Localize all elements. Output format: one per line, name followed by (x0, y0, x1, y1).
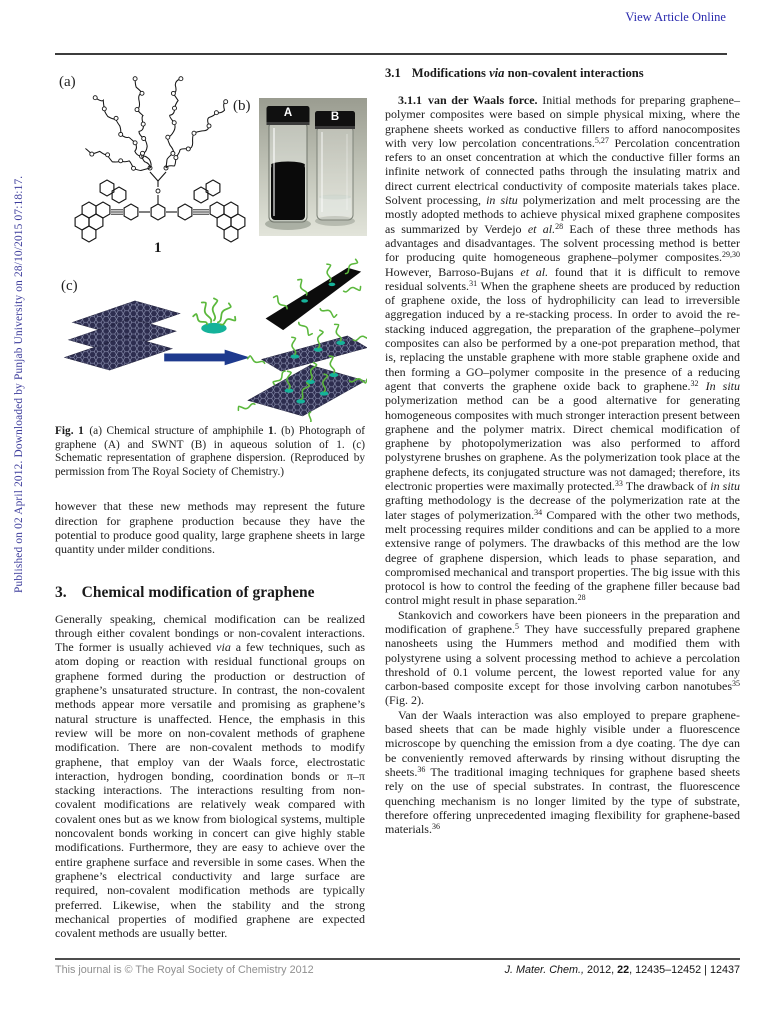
page-content (55, 64, 740, 940)
footer-citation: J. Mater. Chem., 2012, 22, 12435–12452 | 12437 (504, 964, 740, 976)
subsection-title: Modifications via non-covalent interactions (411, 66, 644, 80)
graphene-dispersion-schematic (55, 258, 367, 422)
right-column (385, 64, 740, 940)
compound-1-label: 1 (154, 240, 162, 256)
footer (55, 964, 740, 976)
amphiphile-structure-drawing (55, 64, 265, 264)
figure-panel-b-label: (b) (233, 98, 251, 114)
vial-b-label: B (330, 111, 340, 123)
figure-1 (55, 64, 365, 479)
continuation-paragraph: however that these new methods may represent the future direction for graphene production because they have the potential to produce good quality, large graphene sheets in large quantity under milder conditions. (55, 499, 365, 557)
footer-copyright: This journal is © The Royal Society of Chemistry 2012 (55, 964, 314, 976)
body-paragraph-2: Stankovich and coworkers have been pioneers in the preparation and modification of graphene.$^5$ They have successfully prepared graphene nanosheets using the Hummers method and modified them with polystyrene using a solvent processing method to achieve a percolation threshold of 0.1 volume percent, the lowest reported value for any carbon-based composite except for those involving carbon nanotubes$^{35}$ (Fig. 2). (385, 607, 740, 708)
section-3-body-paragraph: Generally speaking, chemical modification can be realized through either covalent bondings or non-covalent interactions. The former is usually achieved via a few techniques, such as atom doping or reaction with residual functional groups on graphene formed during the production or destruction of graphene’s unsaturated structure. In contrast, the non-covalent methods appear more versatile and promising as graphene’s natural structure is unaffected. Hence, the emphasis in this review will be more on non-covalent methods of graphene modification. There are non-covalent methods to modify graphene, that employ van der Waals force, electrostatic interaction, hydrogen bonding, coordination bonds or π–π stacking interactions. The interactions resulting from non-covalent modifications are relatively weak compared with covalent ones but as we know from biological systems, multiple noncovalent bonds working in concert can give highly stable modifications. Furthermore, they are easy to achieve over the entire graphene surface and reversible in some cases. When the graphene’s electrical conductivity and large surface are required, non-covalent modification methods are typically preferred. Likewise, when the stability and the strong mechanical properties of modified graphene are expected covalent methods are usually better. (55, 611, 365, 941)
section-3-heading (55, 583, 365, 602)
figure-panel-a-label: (a) (59, 74, 76, 90)
figure-1-canvas (55, 64, 365, 422)
publication-provenance-text: Published on 02 April 2012. Downloaded by Punjab University on 28/10/2015 07:18:17. (13, 175, 25, 593)
footer-rule (55, 958, 740, 960)
body-paragraph-3: Van der Waals interaction was also employed to prepare graphene-based sheets that can be made highly visible under a fluorescence microscope by quenching the emission from a dye coating. The dye can be conveniently removed afterwards by rinsing without disrupting the sheets.$^{36}$ The traditional imaging techniques for graphene based sheets rely on the use of special substrates. In contrast, the fluorescence quenching mechanism is no longer limited by the type of substrate, therefore offering unprecedented imaging flexibility for graphene-based materials.$^{36}$ (385, 707, 740, 837)
vials-photograph (259, 98, 367, 236)
figure-panel-c-label: (c) (61, 278, 78, 294)
section-number: 3. (55, 583, 67, 601)
subsection-number: 3.1 (385, 66, 401, 80)
vial-a-label: A (283, 107, 293, 119)
section-title: Chemical modification of graphene (81, 583, 315, 601)
top-rule (55, 53, 727, 55)
left-column (55, 64, 365, 940)
subsection-3-1-heading (385, 66, 740, 81)
figure-1-caption: Fig. 1 (a) Chemical structure of amphiphile 1. (b) Photograph of graphene (A) and SWNT (B) in aqueous solution of 1. (c) Schematic representation of graphene dispersion. (Reproduced by permission from The Royal Society of Chemistry.) (55, 425, 365, 478)
view-article-online-link[interactable]: View Article Online (625, 10, 726, 24)
body-paragraph-1: 3.1.1 van der Waals force. Initial methods for preparing graphene–polymer composites were based on simple physical mixing, where the graphene sheets worked as conductive fillers to afford nanocomposites with very low percolation concentrations.$^{5,27}$ Percolation concentration refers to an onset concentration at which the conductive filler forms an infinite network of connected paths through the insulating matrix and direct current electrical conductivity of composite materials takes place. Solvent processing, in situ polymerization and melt processing are the mostly adopted methods to achieve physical mixed graphene composites as summarized by Verdejo et al.$^{28}$ Each of these three methods has advantages and disadvantages. The solvent processing method is better for producing quite homogeneous graphene–polymer composites.$^{29,30}$ However, Barroso-Bujans et al. found that it is difficult to remove residual solvents.$^{31}$ When the graphene sheets are produced by reduction of graphene oxide, the loss of hydrophilicity can lead to irreversible aggregation induced by a re-stacking process. In order to avoid the re-stacking induced aggregation, the preparation of the graphene–polymer composites can also be performed by a one-pot preparation method, that is, replacing the unstable graphene with more stable graphene oxide and then forming a GO–polymer composite in the presence of a reducing agent that converts the graphene oxide back to graphene.$^{32}$ In situ polymerization method can be a good alternative for generating homogeneous composites with much stronger interaction present between graphene and the polymer matrix. Direct chemical modification of graphene by photopolymerization was also performed to afford polystyrene brushes on graphene. As the polymerization took place at the graphene defects, its conjugated structure was not damaged; therefore, its electronic properties were maximally protected.$^{33}$ The drawback of in situ grafting methodology is the decrease of the polymerization rate at the later stages of polymerization.$^{34}$ Compared with the other two methods, melt processing requires milder conditions and can be applied to a more extensive range of polymers. The drawbacks of this method are the low degree of graphene dispersion, which leads to phase separation, and compromised mechanical and transport properties. The big issue with this protocol is how to control the feeding of the graphene filler because bad control might result in phase separation.$^{28}$ (385, 93, 741, 608)
